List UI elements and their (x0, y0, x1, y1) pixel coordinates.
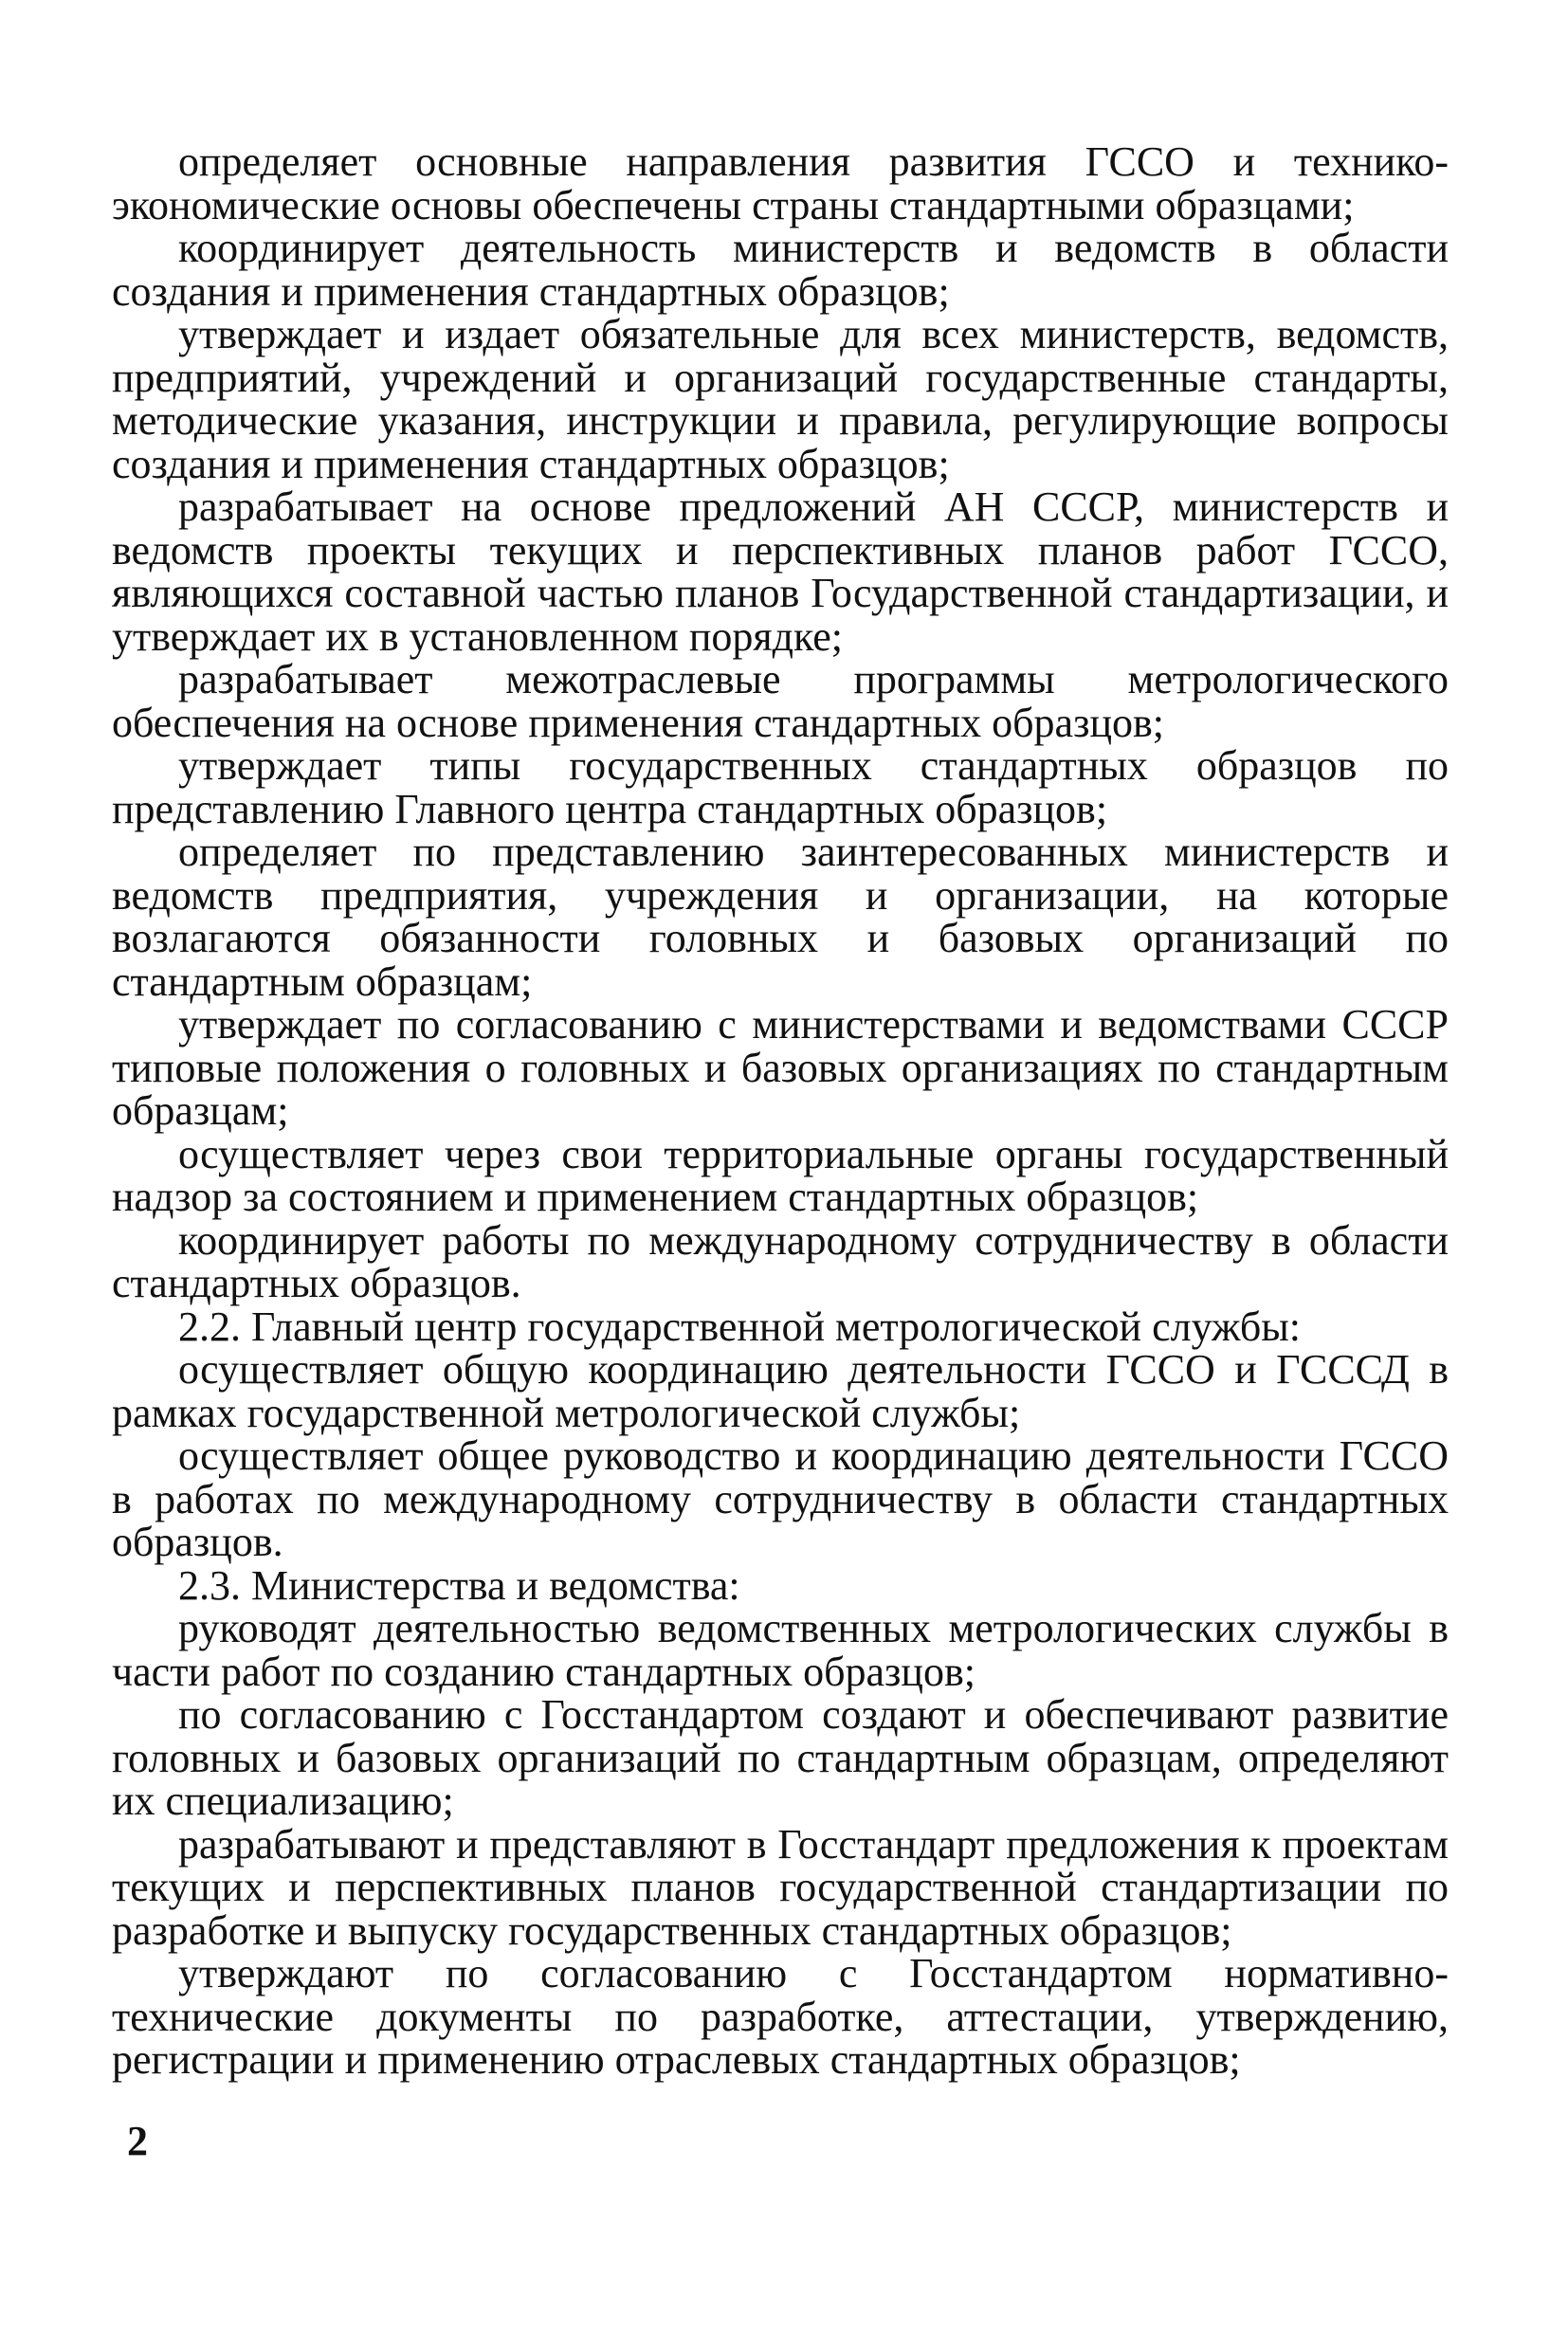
section-heading: 2.3. Министерства и ведомства: (178, 1561, 740, 1609)
paragraph: координирует работы по международному сотрудничеству в области стандартных образцов. (112, 1216, 1449, 1306)
paragraph: утверждает типы государственных стандартных образцов по представлению Главного центра стандартных образцов; (112, 742, 1449, 832)
paragraph: определяет основные направления развития ГССО и технико-экономические основы обеспечены страны стандартными образцами; (112, 138, 1449, 228)
paragraph: разрабатывают и представляют в Госстандарт предложения к проектам текущих и перспективных планов государственной стандартизации по разработке и выпуску государственных стандартных образцов; (112, 1820, 1449, 1954)
paragraph: осуществляет через свои территориальные органы государственный надзор за состоянием и применением стандартных образцов; (112, 1130, 1449, 1220)
paragraph: координирует деятельность министерств и ведомств в области создания и применения стандартных образцов; (112, 225, 1449, 315)
section-heading: 2.2. Главный центр государственной метрологической службы: (178, 1303, 1302, 1350)
page-number: 2 (127, 2118, 148, 2164)
paragraph: разрабатывает на основе предложений АН СССР, министерств и ведомств проекты текущих и перспективных планов работ ГССО, являющихся составной частью планов Государственной стандартизации, и утверждает их в установленном порядке; (112, 483, 1449, 660)
paragraph: осуществляет общее руководство и координацию деятельности ГССО в работах по международному сотрудничеству в области стандартных образцов. (112, 1432, 1449, 1565)
paragraph: определяет по представлению заинтересованных министерств и ведомств предприятия, учреждения и организации, на которые возлагаются обязанности головных и базовых организаций по стандартным образцам; (112, 829, 1449, 1005)
paragraph: по согласованию с Госстандартом создают и обеспечивают развитие головных и базовых организаций по стандартным образцам, определяют их специализацию; (112, 1691, 1449, 1824)
paragraph: утверждают по согласованию с Госстандартом нормативно-технические документы по разработке, аттестации, утверждению, регистрации и применению отраслевых стандартных образцов; (112, 1950, 1449, 2083)
paragraph: утверждает по согласованию с министерствами и ведомствами СССР типовые положения о головных и базовых организациях по стандартным образцам; (112, 1001, 1449, 1134)
paragraph: осуществляет общую координацию деятельности ГССО и ГСССД в рамках государственной метрологической службы; (112, 1346, 1449, 1436)
paragraph: разрабатывает межотраслевые программы метрологического обеспечения на основе применения стандартных образцов; (112, 656, 1449, 746)
paragraph: руководят деятельностью ведомственных метрологических службы в части работ по созданию стандартных образцов; (112, 1605, 1449, 1695)
paragraph: утверждает и издает обязательные для всех министерств, ведомств, предприятий, учреждений и организаций государственные стандарты, методические указания, инструкции и правила, регулирующие вопросы создания и применения стандартных образцов; (112, 311, 1449, 487)
document-body (112, 140, 1449, 2082)
